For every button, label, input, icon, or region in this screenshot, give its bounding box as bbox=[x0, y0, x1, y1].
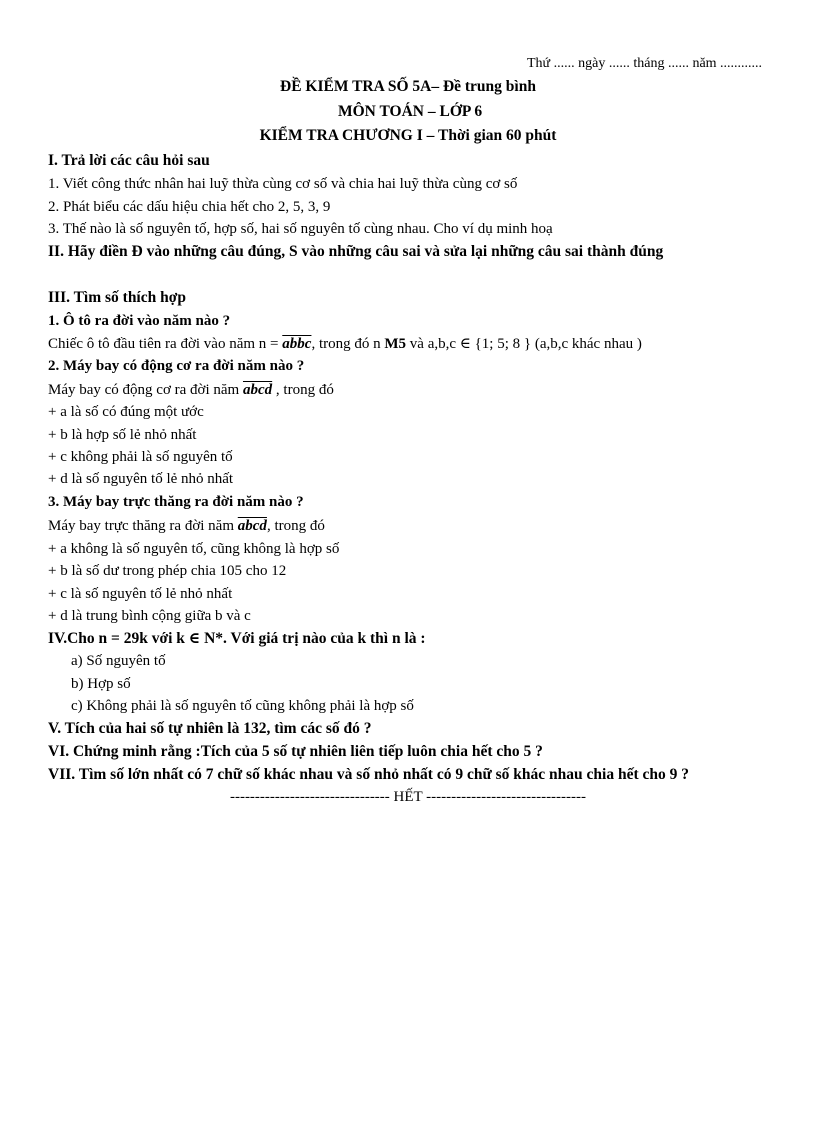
overline-abcd-2: abcd bbox=[237, 518, 267, 534]
problem-1-statement bbox=[48, 334, 642, 354]
part4-option-b: b) Hợp số bbox=[71, 676, 131, 692]
part1-heading: I. Trả lời các câu hỏi sau bbox=[48, 152, 210, 169]
problem-3-text-a: Máy bay trực thăng ra đời năm bbox=[48, 518, 238, 534]
overline-abcd: abcd bbox=[242, 382, 273, 398]
problem-2-text-b: , trong đó bbox=[272, 382, 334, 398]
overline-abbc: abbc bbox=[282, 336, 312, 352]
problem-2-condition-a: + a là số có đúng một ước bbox=[48, 404, 204, 420]
part3-heading: III. Tìm số thích hợp bbox=[48, 289, 186, 306]
part1-question-3: 3. Thế nào là số nguyên tố, hợp số, hai số nguyên tố cùng nhau. Cho ví dụ minh hoạ bbox=[48, 221, 553, 237]
part4-option-c: c) Không phải là số nguyên tố cũng không phải là hợp số bbox=[71, 698, 414, 714]
problem-1-text-c: và a,b,c ∈ {1; 5; 8 } (a,b,c khác nhau ) bbox=[406, 336, 642, 352]
divides-symbol: M5 bbox=[384, 336, 407, 352]
subject-line: MÔN TOÁN – LỚP 6 bbox=[338, 103, 483, 120]
part4-option-a: a) Số nguyên tố bbox=[71, 653, 166, 669]
problem-1-text-a: Chiếc ô tô đầu tiên ra đời vào năm n = bbox=[48, 336, 283, 352]
part7-heading: VII. Tìm số lớn nhất có 7 chữ số khác nhau và số nhỏ nhất có 9 chữ số khác nhau chia hết cho 9 ? bbox=[48, 766, 690, 783]
part6-heading: VI. Chứng minh rằng :Tích của 5 số tự nhiên liên tiếp luôn chia hết cho 5 ? bbox=[48, 743, 543, 760]
problem-3-statement bbox=[48, 516, 325, 536]
problem-2-statement bbox=[48, 380, 334, 400]
part4-heading: IV.Cho n = 29k với k ∈ N*. Với giá trị nào của k thì n là : bbox=[48, 630, 426, 647]
problem-2-text-a: Máy bay có động cơ ra đời năm bbox=[48, 382, 243, 398]
problem-3-title: 3. Máy bay trực thăng ra đời năm nào ? bbox=[48, 494, 304, 510]
part5-heading: V. Tích của hai số tự nhiên là 132, tìm các số đó ? bbox=[48, 720, 372, 737]
problem-2-condition-b: + b là hợp số lẻ nhỏ nhất bbox=[48, 427, 197, 443]
problem-3-condition-c: + c là số nguyên tố lẻ nhỏ nhất bbox=[48, 586, 233, 602]
problem-1-text-b: , trong đó n bbox=[311, 336, 385, 352]
problem-3-condition-a: + a không là số nguyên tố, cũng không là hợp số bbox=[48, 541, 340, 557]
problem-2-title: 2. Máy bay có động cơ ra đời năm nào ? bbox=[48, 358, 305, 374]
date-line: Thứ ...... ngày ...... tháng ...... năm ............ bbox=[527, 56, 763, 71]
problem-3-text-b: , trong đó bbox=[266, 518, 325, 534]
problem-2-condition-c: + c không phải là số nguyên tố bbox=[48, 449, 233, 465]
exam-title: ĐỀ KIỂM TRA SỐ 5A– Đề trung bình bbox=[280, 78, 536, 95]
part1-question-2: 2. Phát biểu các dấu hiệu chia hết cho 2, 5, 3, 9 bbox=[48, 199, 331, 215]
problem-3-condition-d: + d là trung bình cộng giữa b và c bbox=[48, 608, 251, 624]
exam-chapter-line: KIỂM TRA CHƯƠNG I – Thời gian 60 phút bbox=[259, 127, 557, 144]
part2-heading: II. Hãy điền Đ vào những câu đúng, S vào những câu sai và sửa lại những câu sai thành đúng bbox=[48, 243, 664, 260]
end-marker: -------------------------------- HẾT -------------------------------- bbox=[229, 789, 587, 805]
problem-2-condition-d: + d là số nguyên tố lẻ nhỏ nhất bbox=[48, 471, 234, 487]
problem-1-title: 1. Ô tô ra đời vào năm nào ? bbox=[48, 313, 231, 329]
problem-3-condition-b: + b là số dư trong phép chia 105 cho 12 bbox=[48, 563, 287, 579]
part1-question-1: 1. Viết công thức nhân hai luỹ thừa cùng cơ số và chia hai luỹ thừa cùng cơ số bbox=[48, 176, 518, 192]
